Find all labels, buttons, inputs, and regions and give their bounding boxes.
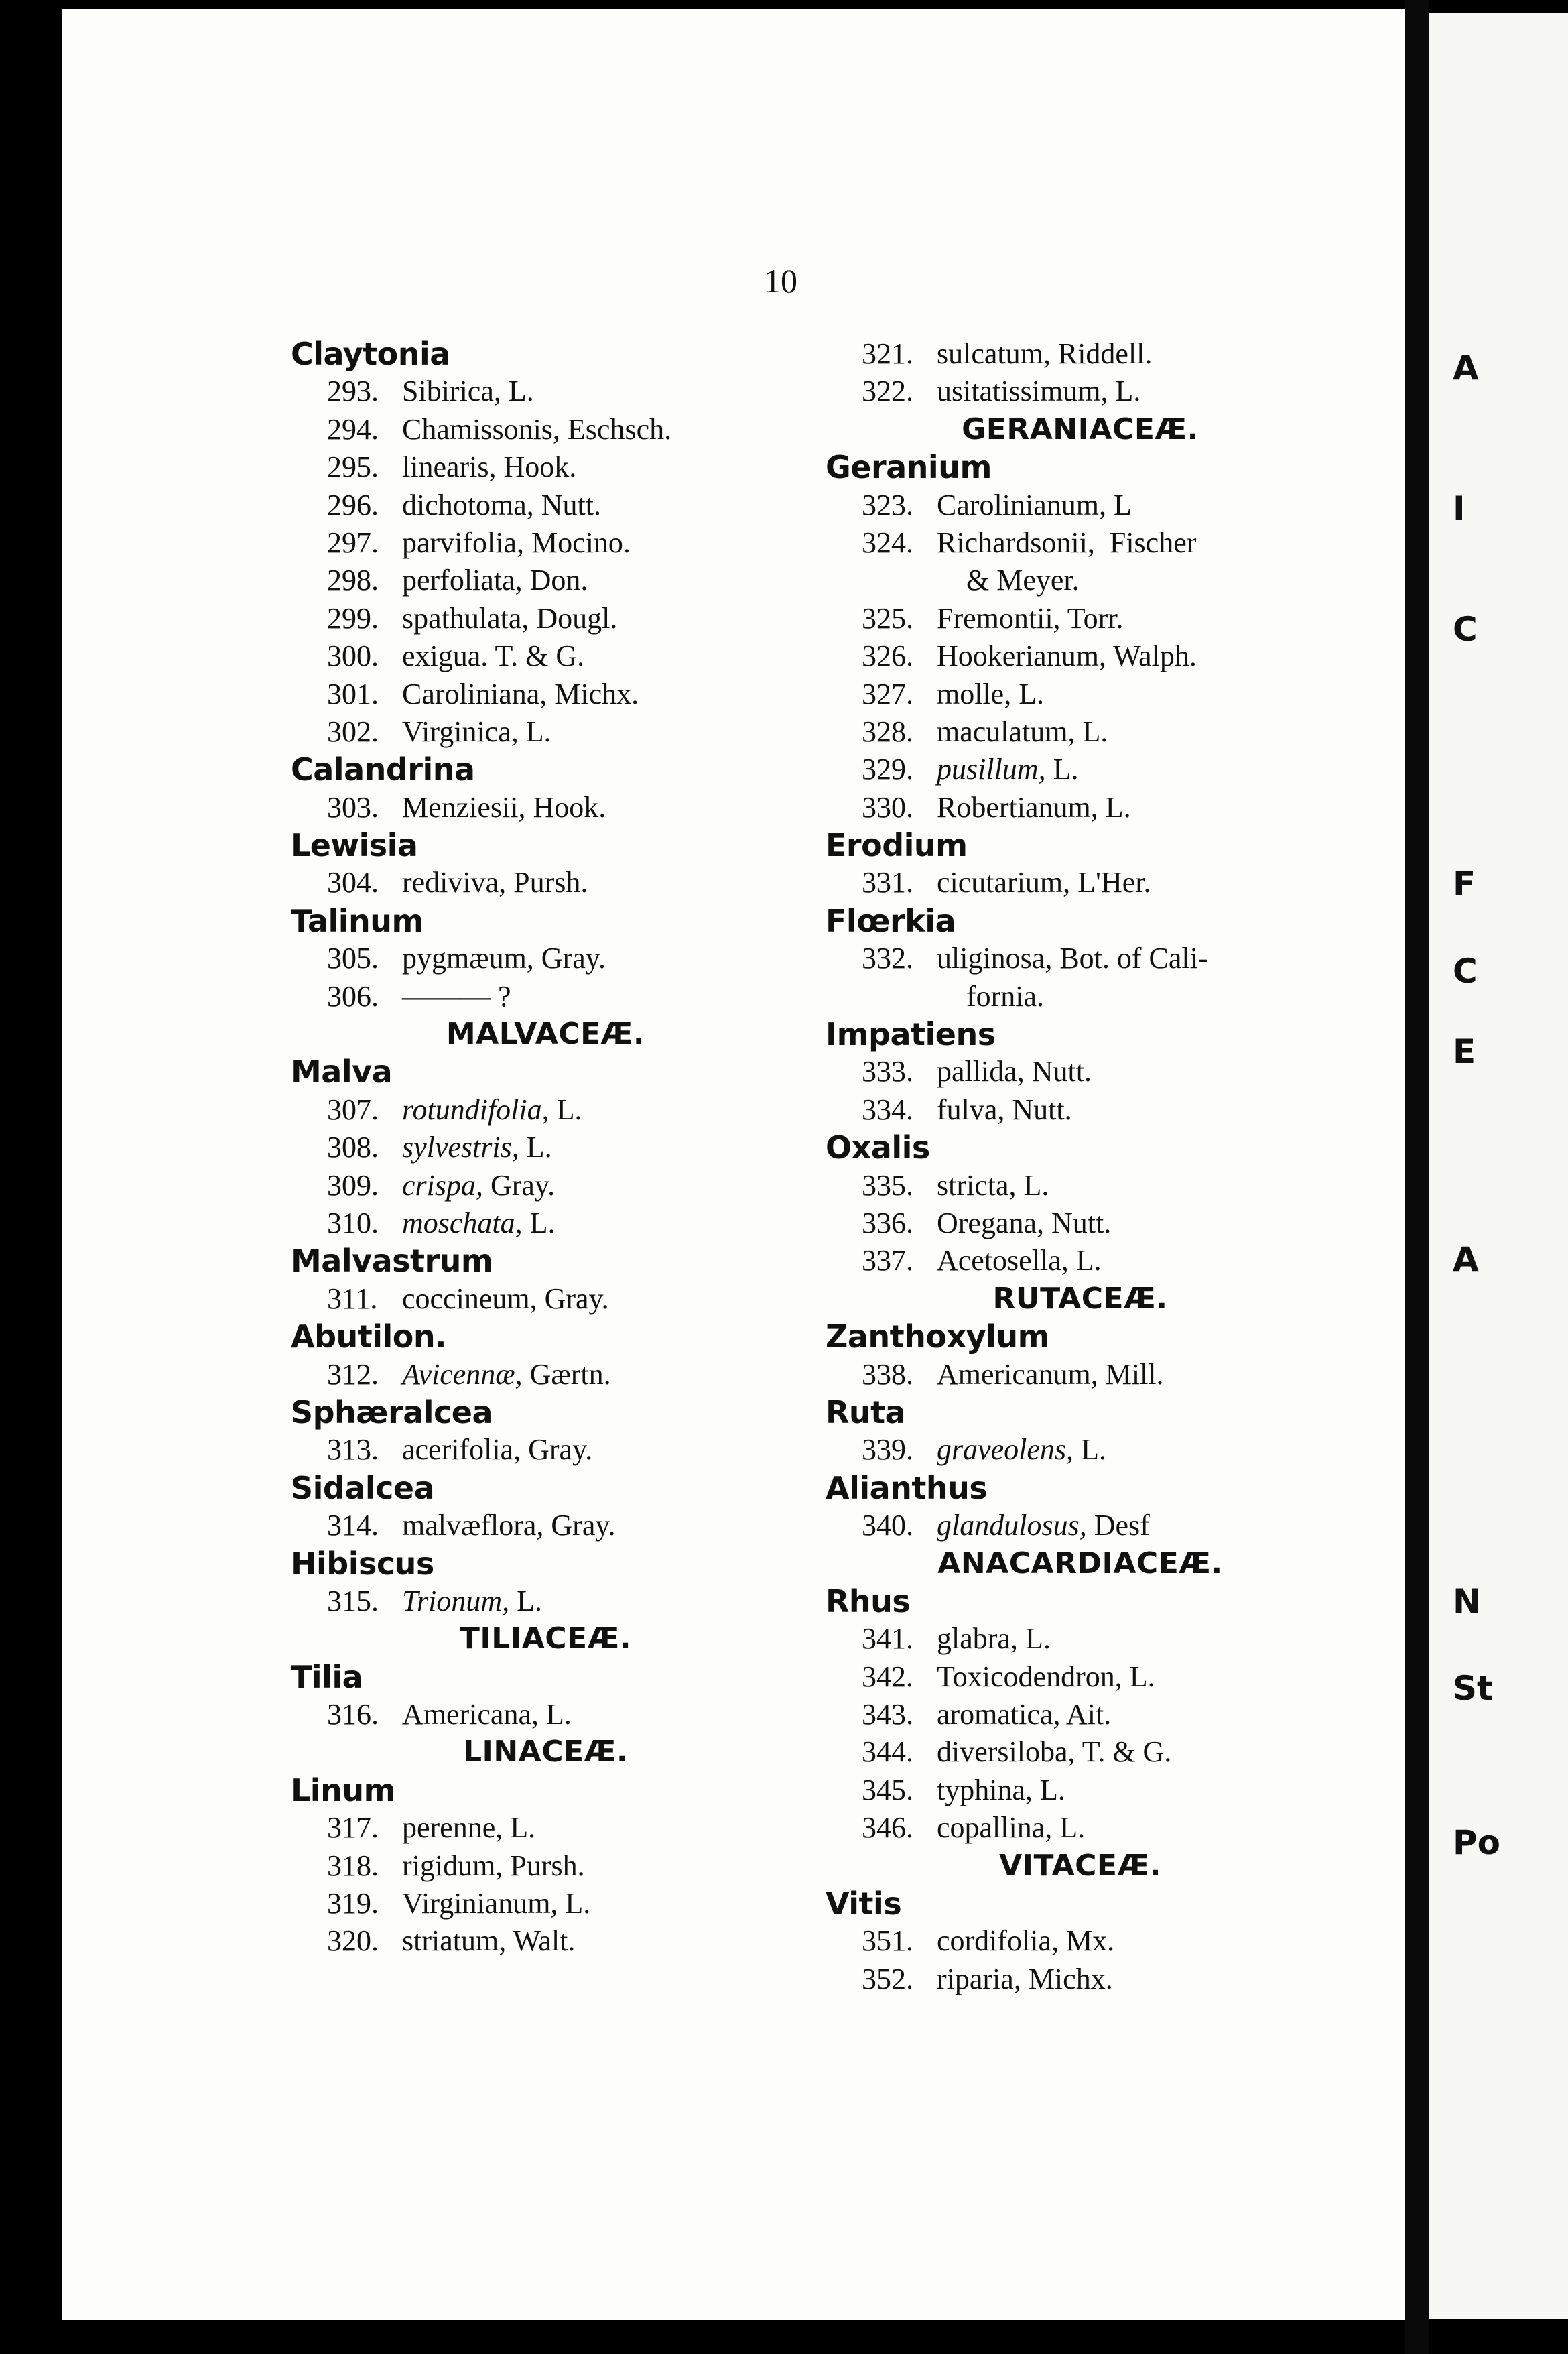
species-entry xyxy=(826,487,1335,524)
family-heading: MALVACEÆ. xyxy=(446,1017,645,1052)
species-name: Virginica, xyxy=(402,715,519,748)
species-number: 323. xyxy=(862,488,913,521)
genus-heading: Sphæralcea xyxy=(291,1393,493,1430)
species-name: stricta, xyxy=(937,1168,1017,1202)
species-entry xyxy=(826,940,1335,977)
edge-letter-fragment: I xyxy=(1453,489,1465,528)
species-entry xyxy=(291,864,800,902)
species-entry xyxy=(291,1696,800,1733)
species-author: Gray. xyxy=(483,1168,556,1202)
species-number: 303. xyxy=(327,790,379,824)
species-name: pallida, xyxy=(937,1055,1025,1089)
species-author: Desf xyxy=(1086,1509,1150,1542)
species-entry xyxy=(291,411,800,448)
species-name: Carolinianum, xyxy=(937,488,1106,521)
species-number: 329. xyxy=(862,753,913,786)
species-name: Chamissonis, xyxy=(402,412,560,446)
species-author: L'Her. xyxy=(1070,866,1151,900)
species-number: 308. xyxy=(327,1131,379,1164)
species-entry xyxy=(826,1733,1335,1771)
species-entry xyxy=(291,600,800,637)
species-author: Bot. of Cali- xyxy=(1052,942,1208,975)
edge-letter-fragment: A xyxy=(1453,349,1479,387)
species-author: Gærtn. xyxy=(522,1357,611,1391)
species-author: L. xyxy=(1045,753,1079,786)
species-entry xyxy=(826,600,1335,637)
species-number: 321. xyxy=(862,337,913,370)
species-author: T. & G. xyxy=(1075,1735,1172,1769)
species-entry xyxy=(826,335,1335,373)
species-name: parvifolia, xyxy=(402,525,525,559)
species-entry xyxy=(826,1620,1335,1658)
species-number: 314. xyxy=(327,1509,379,1542)
left-column xyxy=(291,335,800,1961)
species-number: 346. xyxy=(862,1811,913,1845)
species-author: Michx. xyxy=(547,677,639,710)
species-author: L. xyxy=(558,1887,591,1920)
edge-letter-fragment: St xyxy=(1453,1669,1493,1708)
species-name: rediviva, xyxy=(402,866,507,900)
genus-heading: Vitis xyxy=(826,1885,902,1922)
species-name: sylvestris, xyxy=(402,1131,519,1164)
species-entry xyxy=(826,1091,1335,1129)
species-name: exigua. xyxy=(402,639,488,673)
species-number: 316. xyxy=(327,1698,379,1731)
species-author: Nutt. xyxy=(533,488,601,521)
species-name: crispa, xyxy=(402,1168,483,1202)
species-author: Hook. xyxy=(496,450,577,484)
species-entry xyxy=(826,713,1335,751)
species-entry xyxy=(291,562,800,599)
species-author: Nutt. xyxy=(1024,1055,1092,1089)
species-name: pusillum, xyxy=(937,753,1046,786)
species-entry xyxy=(826,524,1335,562)
species-entry xyxy=(291,1356,800,1393)
genus-heading: Malvastrum xyxy=(291,1243,493,1280)
genus-heading: Hibiscus xyxy=(291,1545,434,1582)
species-entry xyxy=(826,1356,1335,1393)
species-author: L. xyxy=(549,1093,582,1126)
species-continuation: & Meyer. xyxy=(966,564,1080,597)
species-entry xyxy=(826,1772,1335,1809)
species-entry xyxy=(826,676,1335,713)
species-entry xyxy=(291,1091,800,1129)
species-name: usitatissimum, xyxy=(937,375,1108,408)
species-author: Mx. xyxy=(1059,1924,1115,1958)
species-entry xyxy=(826,864,1335,902)
species-name: Avicennæ, xyxy=(402,1357,523,1391)
species-number: 341. xyxy=(862,1622,913,1656)
species-number: 296. xyxy=(327,488,379,521)
species-number: 295. xyxy=(327,450,379,484)
species-author: Pursh. xyxy=(506,866,588,900)
species-number: 322. xyxy=(862,375,913,408)
species-name: spathulata, xyxy=(402,601,529,635)
species-author: L. xyxy=(1052,1811,1086,1845)
species-entry xyxy=(826,1507,1335,1544)
species-number: 328. xyxy=(862,715,913,748)
species-entry xyxy=(291,448,800,486)
genus-heading: Lewisia xyxy=(291,827,418,864)
species-author: Dougl. xyxy=(529,601,618,635)
genus-heading: Impatiens xyxy=(826,1016,996,1053)
species-number: 306. xyxy=(327,979,379,1013)
species-entry xyxy=(291,1583,800,1620)
species-number: 311. xyxy=(327,1282,378,1315)
adjacent-page-edge xyxy=(1429,13,1568,2319)
species-name: Trionum, xyxy=(402,1584,510,1617)
species-author: Walph. xyxy=(1106,639,1197,673)
species-number: 307. xyxy=(327,1093,379,1126)
species-entry xyxy=(826,1809,1335,1847)
species-number: 319. xyxy=(327,1887,379,1920)
family-heading: RUTACEÆ. xyxy=(992,1281,1168,1316)
genus-heading: Tilia xyxy=(291,1658,363,1695)
species-author: Fischer xyxy=(1094,525,1197,559)
species-author: Gray. xyxy=(543,1509,616,1542)
species-number: 326. xyxy=(862,639,913,673)
species-entry xyxy=(291,978,800,1015)
species-entry xyxy=(291,940,800,977)
species-author: Riddell. xyxy=(1050,337,1153,370)
species-name: Menziesii, xyxy=(402,790,526,824)
species-entry xyxy=(826,1658,1335,1696)
species-entry xyxy=(291,373,800,410)
species-entry xyxy=(826,637,1335,675)
species-number: 294. xyxy=(327,412,379,446)
species-name: uliginosa, xyxy=(937,942,1053,975)
species-name: graveolens, xyxy=(937,1433,1074,1467)
edge-letter-fragment: E xyxy=(1453,1032,1476,1071)
species-name: cordifolia, xyxy=(937,1924,1059,1958)
species-number: 336. xyxy=(862,1206,913,1239)
species-entry xyxy=(291,524,800,562)
species-name: dichotoma, xyxy=(402,488,534,521)
edge-letter-fragment: Po xyxy=(1453,1823,1500,1862)
species-number: 334. xyxy=(862,1093,913,1126)
species-number: 330. xyxy=(862,790,913,824)
species-name: rigidum, xyxy=(402,1849,503,1882)
species-entry xyxy=(826,751,1335,788)
species-name: Robertianum, xyxy=(937,790,1098,824)
species-entry xyxy=(291,1167,800,1204)
species-number: 327. xyxy=(862,677,913,710)
species-author: L. xyxy=(1011,677,1045,710)
species-author: Pursh. xyxy=(503,1849,585,1882)
book-spine xyxy=(1405,0,1429,2354)
species-author: Gray. xyxy=(521,1433,593,1467)
edge-letter-fragment: F xyxy=(1453,865,1476,904)
species-number: 302. xyxy=(327,715,379,748)
species-entry xyxy=(291,1885,800,1922)
species-number: 293. xyxy=(327,375,379,408)
species-name: Toxicodendron, xyxy=(937,1660,1122,1693)
species-number: 339. xyxy=(862,1433,913,1467)
species-name: acerifolia, xyxy=(402,1433,521,1467)
species-author: L. xyxy=(519,1131,552,1164)
species-number: 338. xyxy=(862,1357,913,1391)
species-number: 297. xyxy=(327,525,379,559)
species-entry xyxy=(826,1167,1335,1204)
species-author: ? xyxy=(491,979,511,1013)
species-entry xyxy=(291,487,800,524)
species-number: 318. xyxy=(327,1849,379,1882)
species-entry xyxy=(291,637,800,675)
species-entry xyxy=(291,1204,800,1242)
family-heading: TILIACEÆ. xyxy=(459,1621,632,1656)
edge-letter-fragment: A xyxy=(1453,1240,1479,1279)
species-author: Ait. xyxy=(1060,1698,1112,1731)
species-number: 333. xyxy=(862,1055,913,1089)
species-number: 340. xyxy=(862,1509,913,1542)
edge-letter-fragment: C xyxy=(1453,952,1478,991)
species-name: perfoliata, xyxy=(402,564,523,597)
species-number: 304. xyxy=(327,866,379,900)
species-name: glandulosus, xyxy=(937,1509,1087,1542)
species-entry xyxy=(826,1204,1335,1242)
species-name: Oregana, xyxy=(937,1206,1045,1239)
species-author: Don. xyxy=(522,564,588,597)
species-number: 352. xyxy=(862,1962,913,1995)
species-name: Americanum, xyxy=(937,1357,1098,1391)
species-author: L. xyxy=(509,1584,543,1617)
genus-heading: Rhus xyxy=(826,1583,911,1619)
species-entry xyxy=(826,1922,1335,1960)
species-entry xyxy=(826,373,1335,410)
species-entry xyxy=(826,1053,1335,1091)
family-heading: LINACEÆ. xyxy=(462,1735,629,1770)
species-name: Fremontii, xyxy=(937,601,1061,635)
right-column xyxy=(826,335,1335,1998)
edge-letter-fragment: N xyxy=(1453,1582,1481,1621)
family-heading: VITACEÆ. xyxy=(999,1848,1161,1883)
edge-letter-fragment: C xyxy=(1453,610,1478,649)
species-number: 331. xyxy=(862,866,913,900)
species-author: L. xyxy=(1098,790,1131,824)
species-number: 324. xyxy=(862,525,913,559)
species-entry xyxy=(291,1922,800,1960)
species-number: 298. xyxy=(327,564,379,597)
species-author: Nutt. xyxy=(1004,1093,1072,1126)
genus-heading: Flœrkia xyxy=(826,902,956,939)
species-number: 337. xyxy=(862,1244,913,1278)
species-author: L. xyxy=(1068,1244,1102,1278)
species-name: diversiloba, xyxy=(937,1735,1075,1769)
species-name: molle, xyxy=(937,677,1012,710)
species-name: sulcatum, xyxy=(937,337,1051,370)
species-name: coccineum, xyxy=(402,1282,537,1315)
species-number: 300. xyxy=(327,639,379,673)
species-number: 345. xyxy=(862,1773,913,1806)
species-author: Mill. xyxy=(1098,1357,1164,1391)
species-entry xyxy=(291,1847,800,1885)
species-name: malvæflora, xyxy=(402,1509,544,1542)
genus-heading: Abutilon. xyxy=(291,1318,447,1355)
genus-heading: Talinum xyxy=(291,902,423,939)
genus-heading: Geranium xyxy=(826,449,992,486)
species-name: glabra, xyxy=(937,1622,1018,1656)
species-entry xyxy=(826,1431,1335,1469)
species-author: L. xyxy=(518,715,551,748)
species-number: 312. xyxy=(327,1357,379,1391)
species-author: L. xyxy=(1073,1433,1106,1467)
species-number: 325. xyxy=(862,601,913,635)
species-number: 310. xyxy=(327,1206,379,1239)
species-name: Richardsonii, xyxy=(937,525,1095,559)
species-name: Sibirica, xyxy=(402,375,501,408)
page-number: 10 xyxy=(764,262,797,300)
species-entry xyxy=(291,1280,800,1318)
species-number: 301. xyxy=(327,677,379,710)
species-author: Nutt. xyxy=(1044,1206,1112,1239)
species-name: Caroliniana, xyxy=(402,677,547,710)
species-name: moschata, xyxy=(402,1206,523,1239)
species-entry xyxy=(291,1431,800,1469)
genus-heading: Zanthoxylum xyxy=(826,1318,1050,1355)
species-author: L. xyxy=(1016,1168,1049,1202)
species-author: Gray. xyxy=(533,942,606,975)
genus-heading: Ruta xyxy=(826,1393,906,1430)
genus-heading: Oxalis xyxy=(826,1129,930,1166)
species-author: L xyxy=(1106,488,1132,521)
genus-heading: Malva xyxy=(291,1054,393,1091)
species-name: perenne, xyxy=(402,1811,503,1845)
species-name: aromatica, xyxy=(937,1698,1061,1731)
species-number: 313. xyxy=(327,1433,379,1467)
species-author: Walt. xyxy=(506,1924,576,1958)
species-author: L. xyxy=(1075,715,1108,748)
species-continuation: fornia. xyxy=(966,979,1045,1013)
genus-heading: Erodium xyxy=(826,827,968,864)
species-entry xyxy=(291,789,800,826)
species-name: Hookerianum, xyxy=(937,639,1106,673)
species-author: L. xyxy=(539,1698,572,1731)
species-number: 351. xyxy=(862,1924,913,1958)
species-author: Eschsch. xyxy=(560,412,672,446)
genus-heading: Sidalcea xyxy=(291,1469,435,1506)
species-name: pygmæum, xyxy=(402,942,534,975)
genus-heading: Claytonia xyxy=(291,336,450,372)
species-author: Torr. xyxy=(1060,601,1124,635)
species-entry xyxy=(826,789,1335,826)
species-author: Mocino. xyxy=(524,525,631,559)
genus-heading: Calandrina xyxy=(291,751,475,788)
species-author: L. xyxy=(503,1811,536,1845)
species-number: 335. xyxy=(862,1168,913,1202)
species-author: T. & G. xyxy=(488,639,585,673)
species-number: 305. xyxy=(327,942,379,975)
species-name: rotundifolia, xyxy=(402,1093,549,1126)
species-name: maculatum, xyxy=(937,715,1075,748)
species-number: 299. xyxy=(327,601,379,635)
species-name: ——— xyxy=(402,979,491,1013)
species-name: riparia, xyxy=(937,1962,1021,1995)
family-heading: GERANIACEÆ. xyxy=(962,412,1199,446)
species-entry xyxy=(826,1696,1335,1733)
species-author: Hook. xyxy=(525,790,606,824)
species-author: L. xyxy=(501,375,534,408)
species-entry xyxy=(291,713,800,751)
species-number: 332. xyxy=(862,942,913,975)
species-entry xyxy=(291,1809,800,1847)
genus-heading: Alianthus xyxy=(826,1469,988,1506)
species-number: 315. xyxy=(327,1584,379,1617)
species-name: cicutarium, xyxy=(937,866,1071,900)
species-author: L. xyxy=(1032,1773,1065,1806)
species-number: 320. xyxy=(327,1924,379,1958)
species-number: 309. xyxy=(327,1168,379,1202)
species-entry xyxy=(826,1242,1335,1280)
species-entry xyxy=(291,1507,800,1544)
genus-heading: Linum xyxy=(291,1772,396,1808)
species-author: L. xyxy=(1108,375,1141,408)
species-author: L. xyxy=(1122,1660,1155,1693)
species-name: Acetosella, xyxy=(937,1244,1069,1278)
species-name: Americana, xyxy=(402,1698,539,1731)
species-author: L. xyxy=(1017,1622,1051,1656)
species-name: typhina, xyxy=(937,1773,1033,1806)
species-number: 317. xyxy=(327,1811,379,1845)
species-author: Michx. xyxy=(1021,1962,1113,1995)
species-name: linearis, xyxy=(402,450,497,484)
species-name: copallina, xyxy=(937,1811,1053,1845)
species-entry xyxy=(291,676,800,713)
species-number: 344. xyxy=(862,1735,913,1769)
species-name: fulva, xyxy=(937,1093,1005,1126)
species-number: 342. xyxy=(862,1660,913,1693)
family-heading: ANACARDIACEÆ. xyxy=(937,1546,1223,1581)
species-entry xyxy=(826,1961,1335,1998)
species-name: striatum, xyxy=(402,1924,507,1958)
species-author: Gray. xyxy=(537,1282,609,1315)
species-number: 343. xyxy=(862,1698,913,1731)
species-author: L. xyxy=(522,1206,556,1239)
species-entry xyxy=(291,1129,800,1166)
species-name: Virginianum, xyxy=(402,1887,558,1920)
